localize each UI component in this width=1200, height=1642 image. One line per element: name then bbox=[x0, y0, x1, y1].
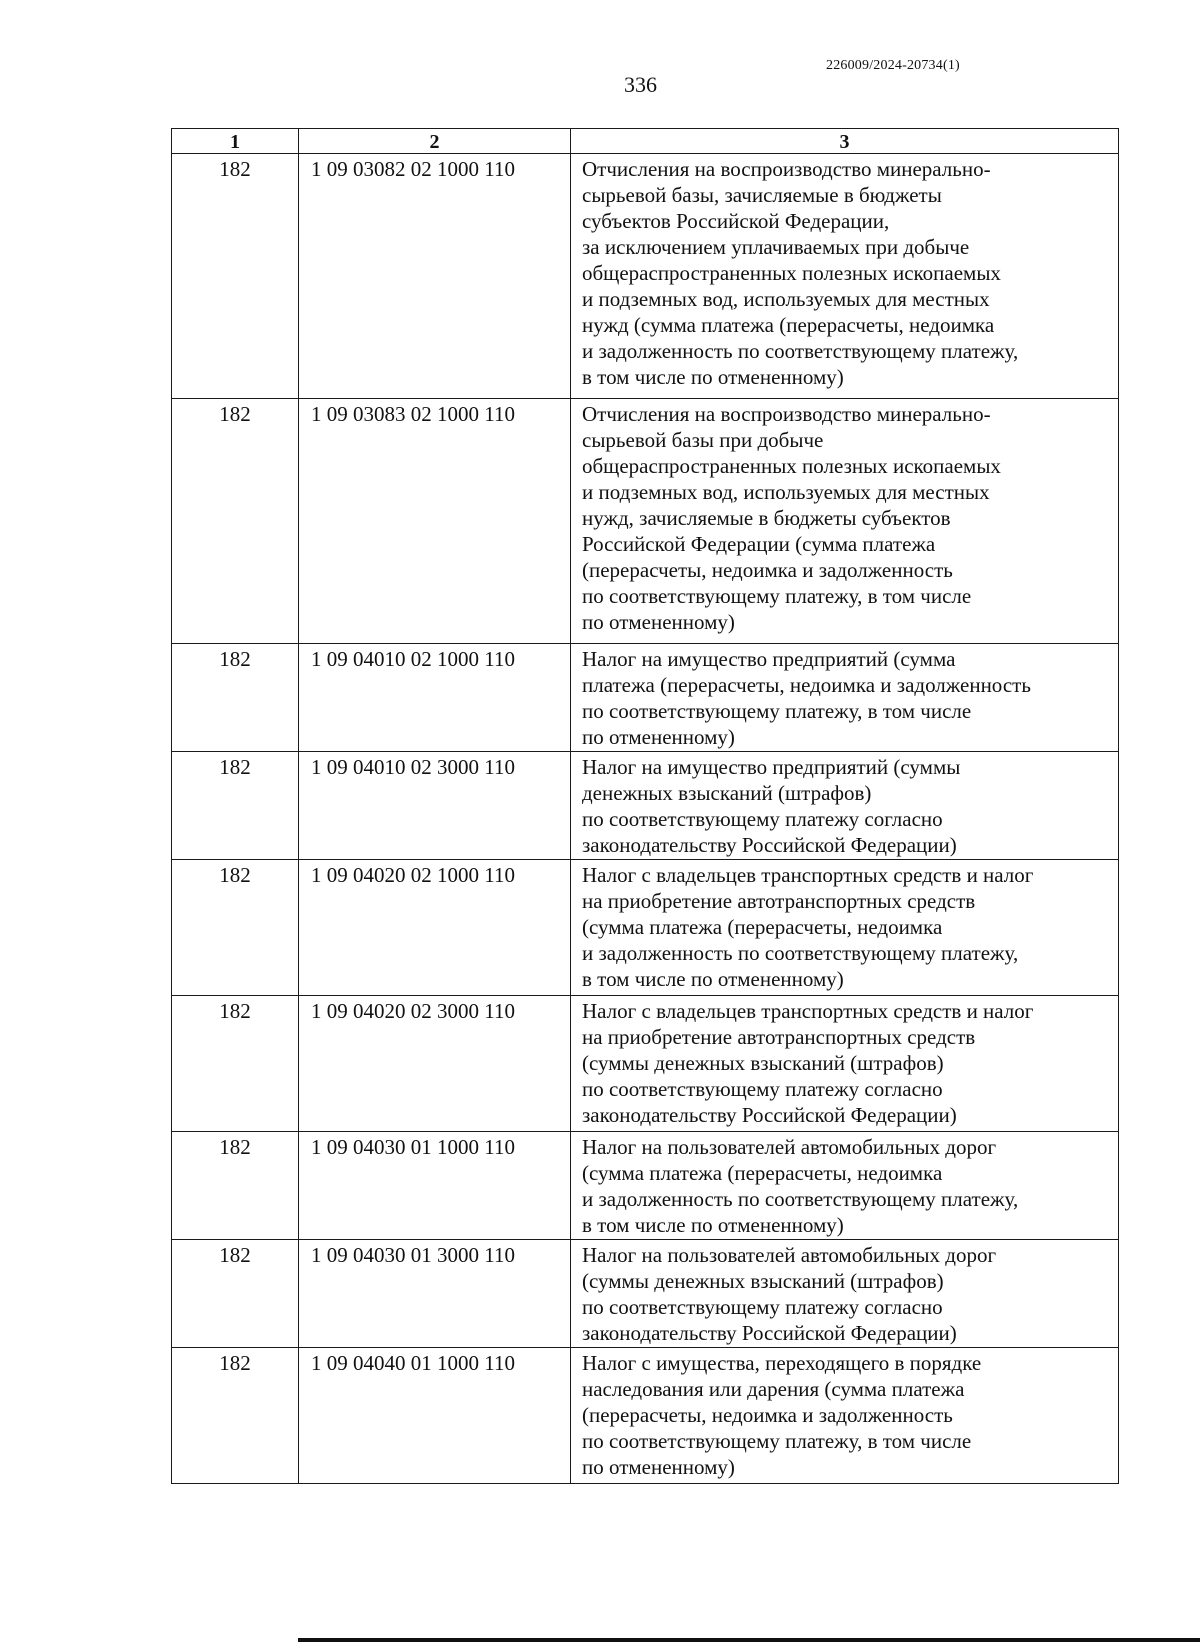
administrator-code-cell: 182 bbox=[172, 1348, 299, 1484]
table-row bbox=[172, 154, 1119, 399]
kbk-code-cell: 1 09 04010 02 3000 110 bbox=[299, 752, 571, 860]
administrator-code-cell: 182 bbox=[172, 1132, 299, 1240]
revenue-description-cell: Отчисления на воспроизводство минерально- сырьевой базы, зачисляемые в бюджеты субъектов Российской Федерации, за исключением уплачиваемых при добыче общераспространенных полезных ископаемых и подземных вод, используемых для местных нужд (сумма платежа (перерасчеты, недоимка и задолженность по соответствующему платежу, в том числе по отмененному) bbox=[571, 154, 1119, 399]
kbk-code-cell: 1 09 04010 02 1000 110 bbox=[299, 644, 571, 752]
table-row bbox=[172, 1240, 1119, 1348]
revenue-description-cell: Налог с владельцев транспортных средств и налог на приобретение автотранспортных средств (сумма платежа (перерасчеты, недоимка и задолженность по соответствующему платежу, в том числе по отмененному) bbox=[571, 860, 1119, 996]
revenue-description-cell: Налог с имущества, переходящего в порядке наследования или дарения (сумма платежа (перерасчеты, недоимка и задолженность по соответствующему платежу, в том числе по отмененному) bbox=[571, 1348, 1119, 1484]
table-row bbox=[172, 996, 1119, 1132]
kbk-code-cell: 1 09 04020 02 3000 110 bbox=[299, 996, 571, 1132]
kbk-code-cell: 1 09 04030 01 1000 110 bbox=[299, 1132, 571, 1240]
table-row bbox=[172, 399, 1119, 644]
scan-edge-line bbox=[298, 1638, 1200, 1642]
kbk-code-cell: 1 09 04030 01 3000 110 bbox=[299, 1240, 571, 1348]
budget-classification-table bbox=[171, 128, 1119, 1484]
revenue-description-cell: Налог на имущество предприятий (суммы денежных взысканий (штрафов) по соответствующему платежу согласно законодательству Российской Федерации) bbox=[571, 752, 1119, 860]
table-row bbox=[172, 860, 1119, 996]
kbk-code-cell: 1 09 03082 02 1000 110 bbox=[299, 154, 571, 399]
revenue-description-cell: Налог на пользователей автомобильных дорог (суммы денежных взысканий (штрафов) по соответствующему платежу согласно законодательству Российской Федерации) bbox=[571, 1240, 1119, 1348]
column-header-1: 1 bbox=[172, 129, 299, 154]
table-header-row bbox=[172, 129, 1119, 154]
table-row bbox=[172, 1348, 1119, 1484]
column-header-3: 3 bbox=[571, 129, 1119, 154]
administrator-code-cell: 182 bbox=[172, 644, 299, 752]
revenue-description-cell: Налог на имущество предприятий (сумма платежа (перерасчеты, недоимка и задолженность по соответствующему платежу, в том числе по отмененному) bbox=[571, 644, 1119, 752]
revenue-description-cell: Налог на пользователей автомобильных дорог (сумма платежа (перерасчеты, недоимка и задолженность по соответствующему платежу, в том числе по отмененному) bbox=[571, 1132, 1119, 1240]
kbk-code-cell: 1 09 04020 02 1000 110 bbox=[299, 860, 571, 996]
administrator-code-cell: 182 bbox=[172, 996, 299, 1132]
document-registration-number: 226009/2024-20734(1) bbox=[826, 58, 960, 73]
administrator-code-cell: 182 bbox=[172, 154, 299, 399]
administrator-code-cell: 182 bbox=[172, 1240, 299, 1348]
revenue-description-cell: Отчисления на воспроизводство минерально- сырьевой базы при добыче общераспространенных полезных ископаемых и подземных вод, используемых для местных нужд, зачисляемые в бюджеты субъектов Российской Федерации (сумма платежа (перерасчеты, недоимка и задолженность по соответствующему платежу, в том числе по отмененному) bbox=[571, 399, 1119, 644]
administrator-code-cell: 182 bbox=[172, 860, 299, 996]
page-number: 336 bbox=[624, 72, 657, 97]
table-row bbox=[172, 644, 1119, 752]
kbk-code-cell: 1 09 03083 02 1000 110 bbox=[299, 399, 571, 644]
revenue-description-cell: Налог с владельцев транспортных средств и налог на приобретение автотранспортных средств (суммы денежных взысканий (штрафов) по соответствующему платежу согласно законодательству Российской Федерации) bbox=[571, 996, 1119, 1132]
column-header-2: 2 bbox=[299, 129, 571, 154]
administrator-code-cell: 182 bbox=[172, 752, 299, 860]
kbk-code-cell: 1 09 04040 01 1000 110 bbox=[299, 1348, 571, 1484]
administrator-code-cell: 182 bbox=[172, 399, 299, 644]
table-row bbox=[172, 1132, 1119, 1240]
table-row bbox=[172, 752, 1119, 860]
